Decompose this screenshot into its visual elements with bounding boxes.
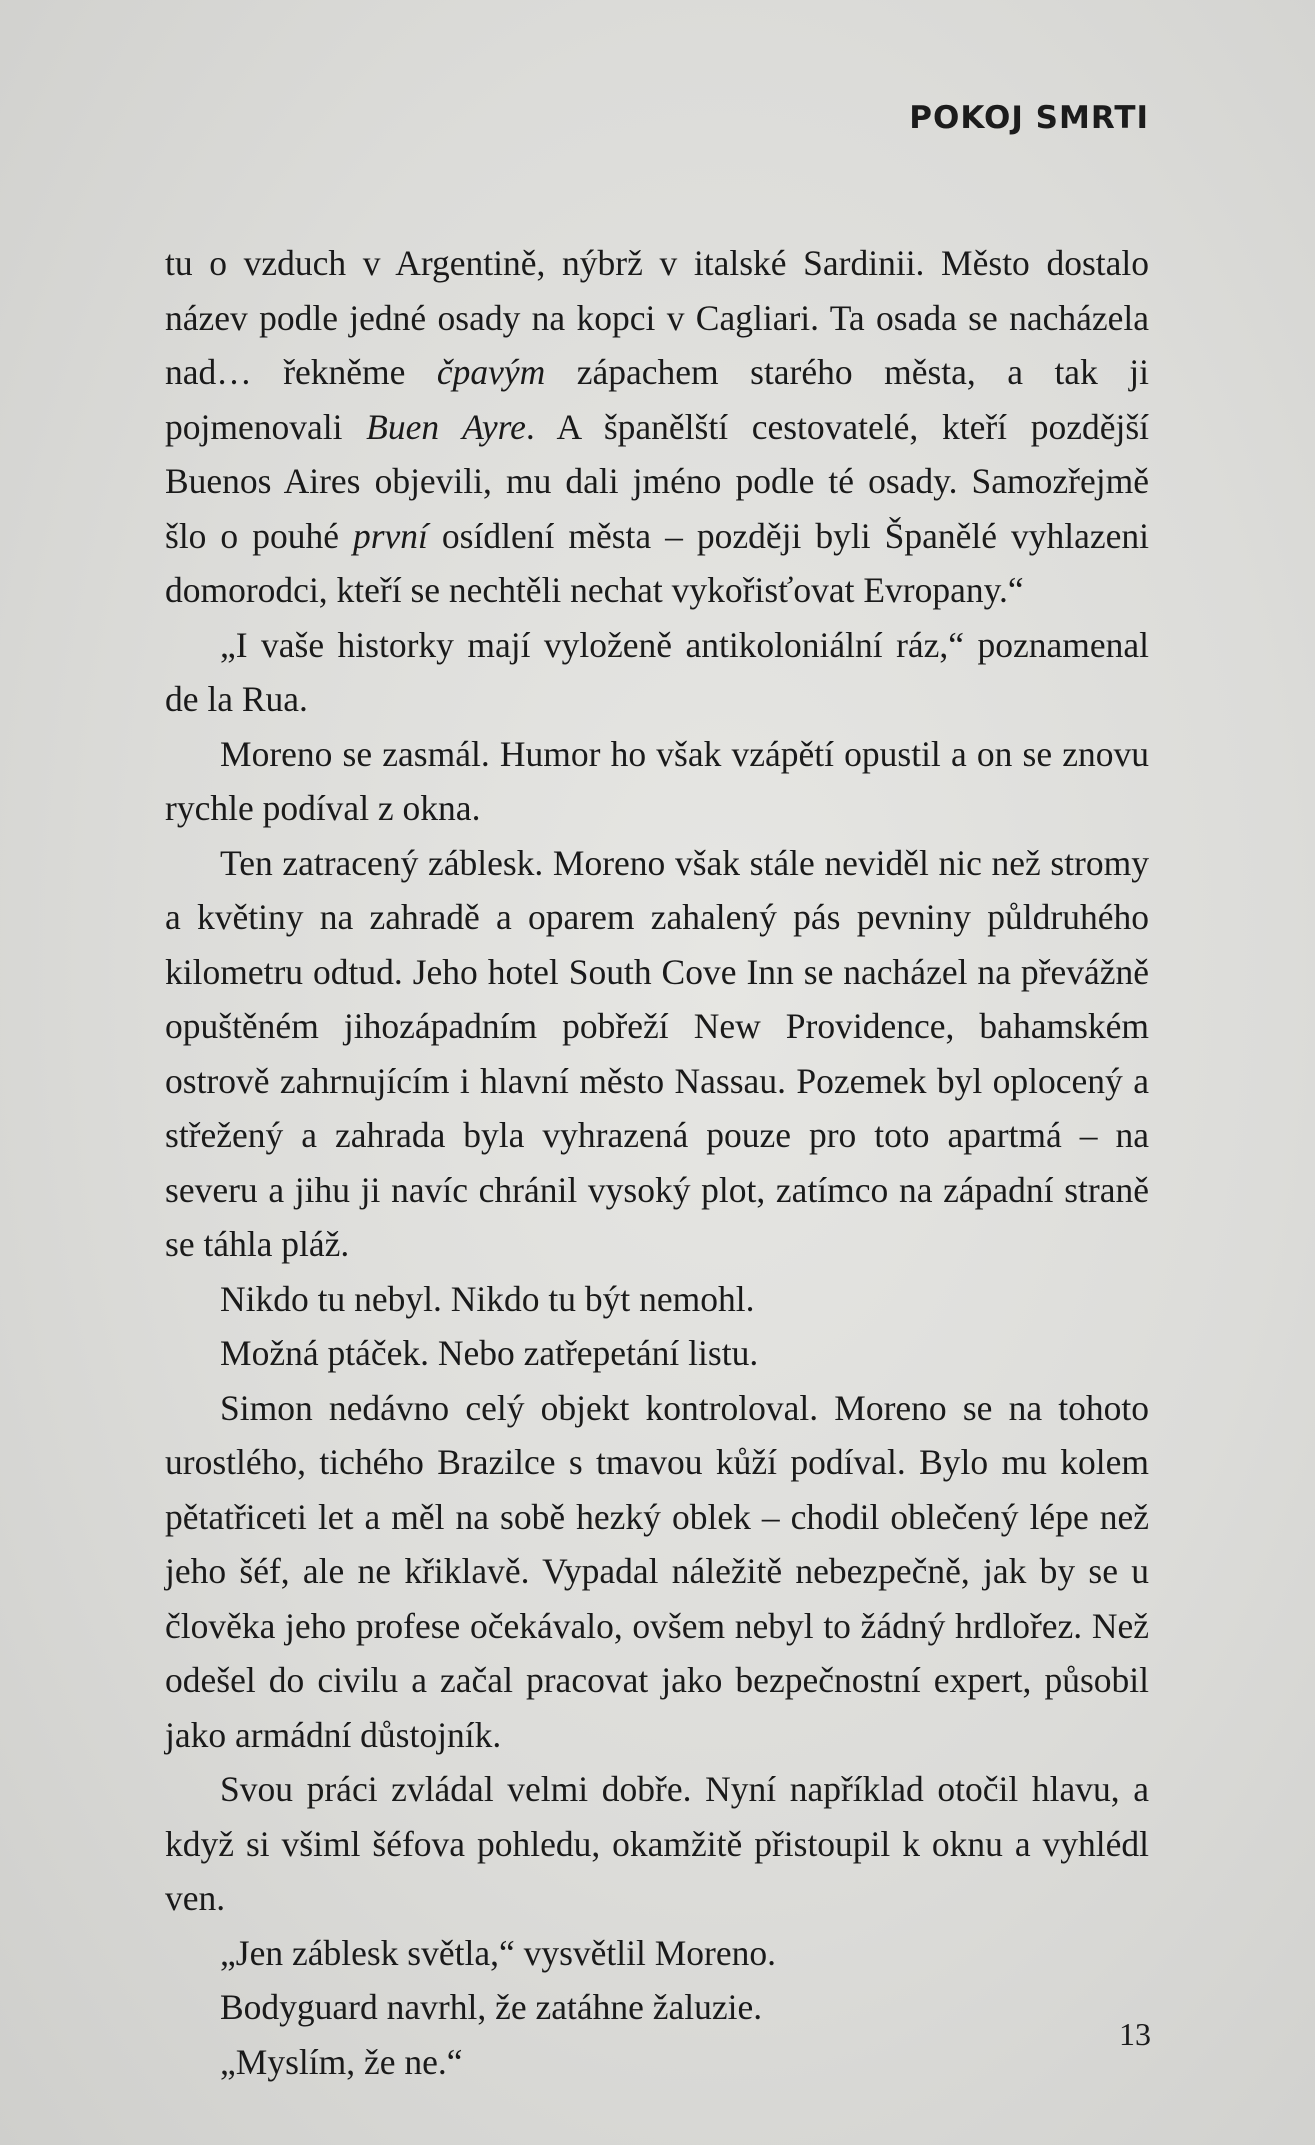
paragraph bbox=[165, 1381, 1149, 1763]
text-segment: Nikdo tu nebyl. Nikdo tu být nemohl. bbox=[220, 1278, 755, 1319]
paragraph bbox=[165, 1926, 1149, 1981]
paragraph bbox=[165, 1980, 1149, 2035]
italic-text: Buen Ayre bbox=[366, 406, 526, 447]
paragraph bbox=[165, 836, 1149, 1272]
text-segment: Možná ptáček. Nebo zatřepetání listu. bbox=[220, 1333, 759, 1373]
paragraph bbox=[165, 1326, 1149, 1381]
text-segment: „Jen záblesk světla,“ vysvětlil Moreno. bbox=[220, 1932, 777, 1973]
text-segment: Ten zatracený záblesk. Moreno však stále neviděl nic než stromy a květiny na zahradě a oparem zahalený pás pevniny půldruhého kilometru odtud. Jeho hotel South Cove Inn se nacházel na převážně opuštěném jihozápadním pobřeží New Providence, bahamském ostrově zahrnujícím i hlavní město Nassau. Pozemek byl oplocený a střežený a zahrada byla vyhrazená pouze pro toto apartmá – na severu a jihu ji navíc chránil vysoký plot, zatímco na západní straně se táhla pláž. bbox=[165, 842, 1149, 1264]
paragraph bbox=[165, 727, 1149, 836]
page-number: 13 bbox=[1119, 2016, 1151, 2052]
text-segment: „Myslím, že ne.“ bbox=[220, 2041, 463, 2082]
text-segment: . A španělští cestovatelé, kteří pozdější Buenos Aires objevili, mu dali jméno podle té osady. Samozřejmě šlo o pouhé bbox=[165, 406, 1150, 556]
text-segment: zápachem starého města, a tak ji pojmenovali bbox=[165, 352, 1149, 447]
text-segment: osídlení města – později byli Španělé vyhlazeni domorodci, kteří se nechtěli nechat vykořisťovat Evropany.“ bbox=[165, 515, 1150, 610]
text-segment: tu o vzduch v Argentině, nýbrž v italské Sardinii. Město dostalo název podle jedné osady na kopci v Cagliari. Ta osada se nacházela nad… řekněme bbox=[165, 243, 1149, 392]
paragraph bbox=[165, 1272, 1149, 1327]
paragraph bbox=[165, 2035, 1149, 2090]
text-segment: Simon nedávno celý objekt kontroloval. Moreno se na tohoto urostlého, tichého Brazilce s tmavou kůží podíval. Bylo mu kolem pětatřiceti let a měl na sobě hezký oblek – chodil oblečený lépe než jeho šéf, ale ne křiklavě. Vypadal náležitě nebezpečně, jak by se u člověka jeho profese očekávalo, ovšem nebyl to žádný hrdlořez. Než odešel do civilu a začal pracovat jako bezpečnostní expert, působil jako armádní důstojník. bbox=[165, 1387, 1149, 1755]
body-text bbox=[165, 236, 1149, 2089]
italic-text: čpavým bbox=[436, 352, 546, 392]
paragraph bbox=[165, 618, 1149, 727]
text-segment: „I vaše historky mají vyloženě antikoloniální ráz,“ poznamenal de la Rua. bbox=[165, 624, 1149, 719]
italic-text: první bbox=[352, 515, 428, 556]
paragraph bbox=[165, 1762, 1149, 1926]
text-segment: Moreno se zasmál. Humor ho však vzápětí opustil a on se znovu rychle podíval z okna. bbox=[165, 733, 1149, 828]
text-segment: Bodyguard navrhl, že zatáhne žaluzie. bbox=[220, 1987, 763, 2027]
paragraph bbox=[165, 236, 1149, 618]
text-segment: Svou práci zvládal velmi dobře. Nyní například otočil hlavu, a když si všiml šéfova pohledu, okamžitě přistoupil k oknu a vyhlédl ven. bbox=[165, 1769, 1149, 1918]
running-head: POKOJ SMRTI bbox=[909, 100, 1149, 136]
